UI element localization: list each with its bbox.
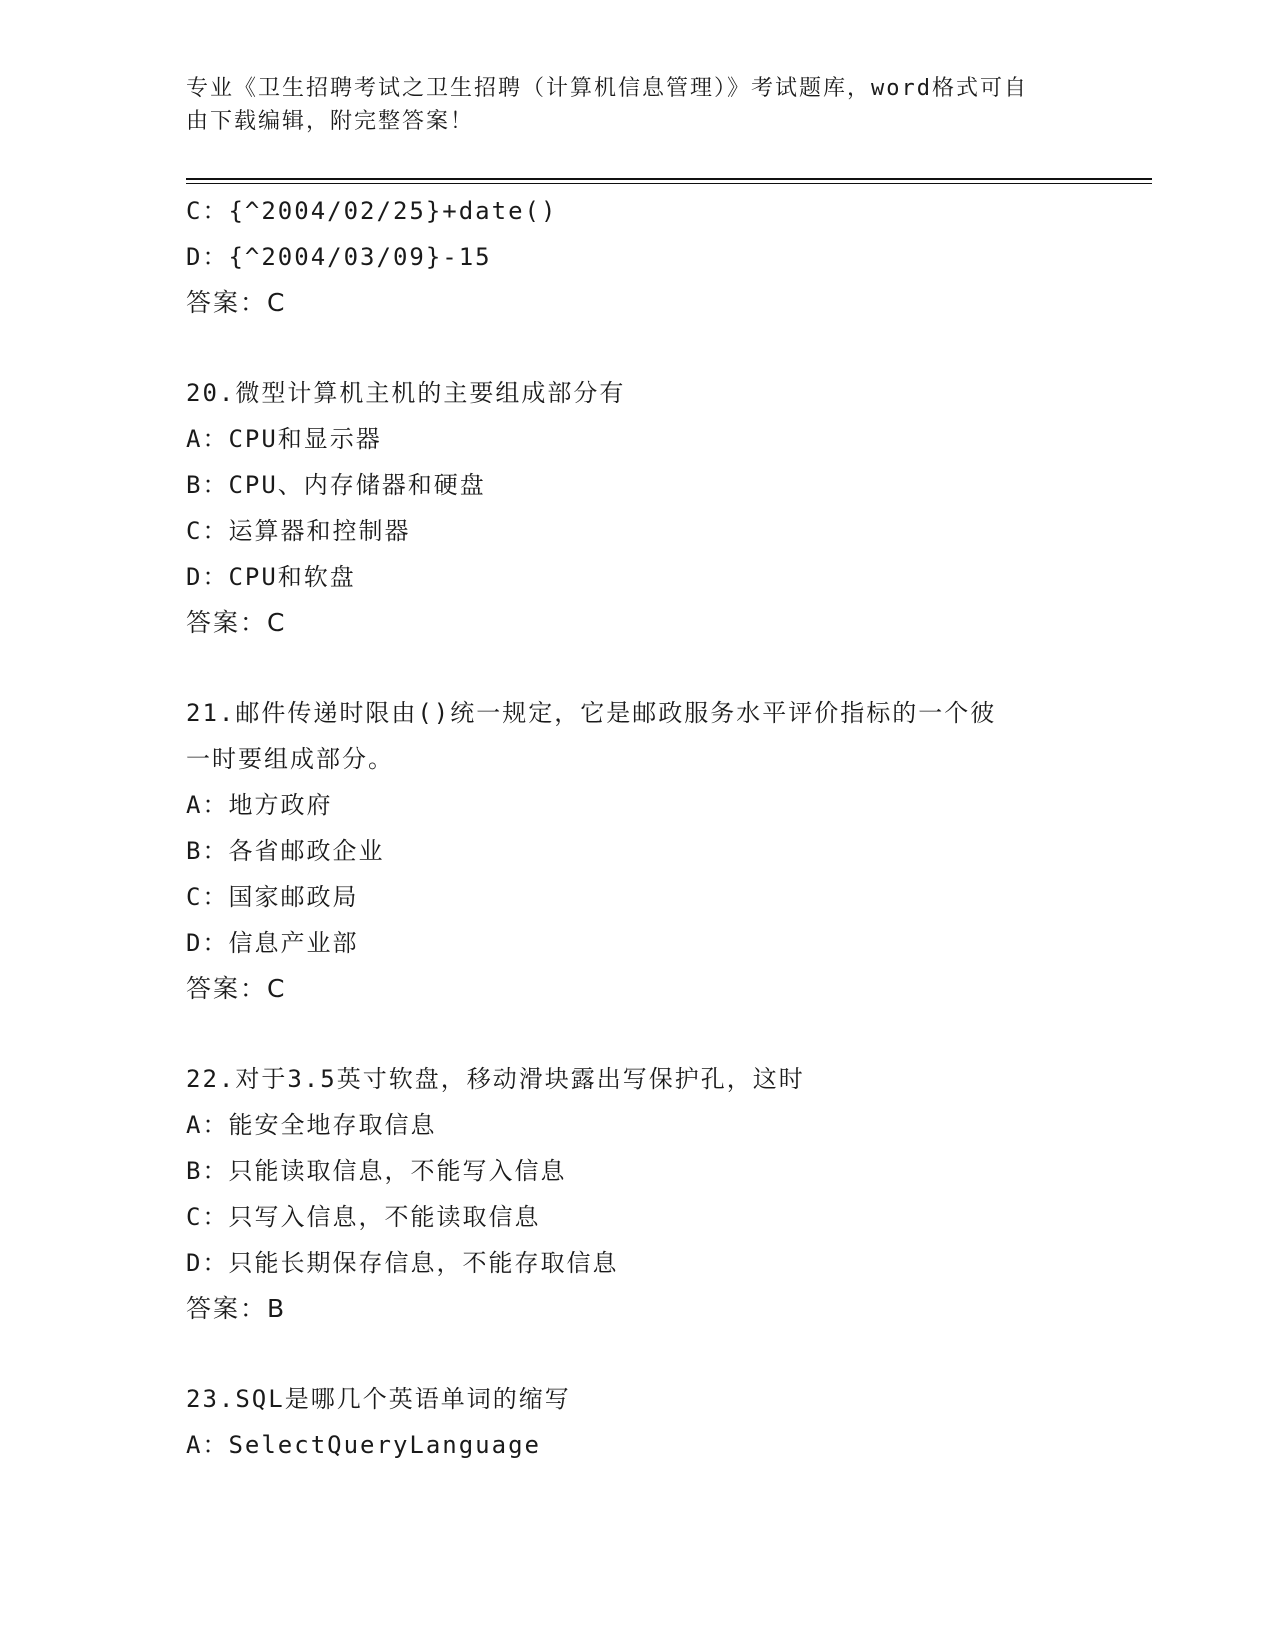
option-d: D：CPU和软盘 — [186, 563, 356, 591]
option-c: C：国家邮政局 — [186, 883, 359, 911]
header-line-2: 由下载编辑，附完整答案！ — [186, 109, 475, 134]
question-20 — [186, 370, 1066, 646]
question-list — [186, 188, 1066, 1468]
header-divider-thick — [186, 178, 1152, 180]
option-d: D：信息产业部 — [186, 929, 359, 957]
answer: 答案：C — [186, 608, 287, 637]
question-21 — [186, 690, 1066, 1012]
option-c: C：只写入信息，不能读取信息 — [186, 1203, 541, 1231]
option-a: A：能安全地存取信息 — [186, 1111, 437, 1139]
header-line-1: 专业《卫生招聘考试之卫生招聘（计算机信息管理）》考试题库，word格式可自 — [186, 76, 1028, 101]
question-text-line-1: 21.邮件传递时限由()统一规定，它是邮政服务水平评价指标的一个彼 — [186, 699, 997, 727]
question-text-line-2: 一时要组成部分。 — [186, 745, 394, 773]
question-text: 23.SQL是哪几个英语单词的缩写 — [186, 1385, 571, 1413]
header-divider-thin — [186, 183, 1152, 184]
question-text: 20.微型计算机主机的主要组成部分有 — [186, 379, 626, 407]
answer: 答案：C — [186, 974, 287, 1003]
answer: 答案：C — [186, 288, 287, 317]
option-c: C：{^2004/02/25}+date() — [186, 197, 558, 225]
option-c: C：运算器和控制器 — [186, 517, 411, 545]
option-a: A：CPU和显示器 — [186, 425, 382, 453]
option-a: A：地方政府 — [186, 791, 333, 819]
option-b: B：只能读取信息，不能写入信息 — [186, 1157, 567, 1185]
document-header — [186, 72, 1066, 138]
question-23 — [186, 1376, 1066, 1468]
question-22 — [186, 1056, 1066, 1332]
question-text: 22.对于3.5英寸软盘，移动滑块露出写保护孔，这时 — [186, 1065, 805, 1093]
answer: 答案：B — [186, 1294, 287, 1323]
option-a: A：SelectQueryLanguage — [186, 1431, 541, 1459]
option-b: B：各省邮政企业 — [186, 837, 385, 865]
option-b: B：CPU、内存储器和硬盘 — [186, 471, 486, 499]
option-d: D：{^2004/03/09}-15 — [186, 243, 492, 271]
option-d: D：只能长期保存信息，不能存取信息 — [186, 1249, 619, 1277]
question-19 — [186, 188, 1066, 326]
